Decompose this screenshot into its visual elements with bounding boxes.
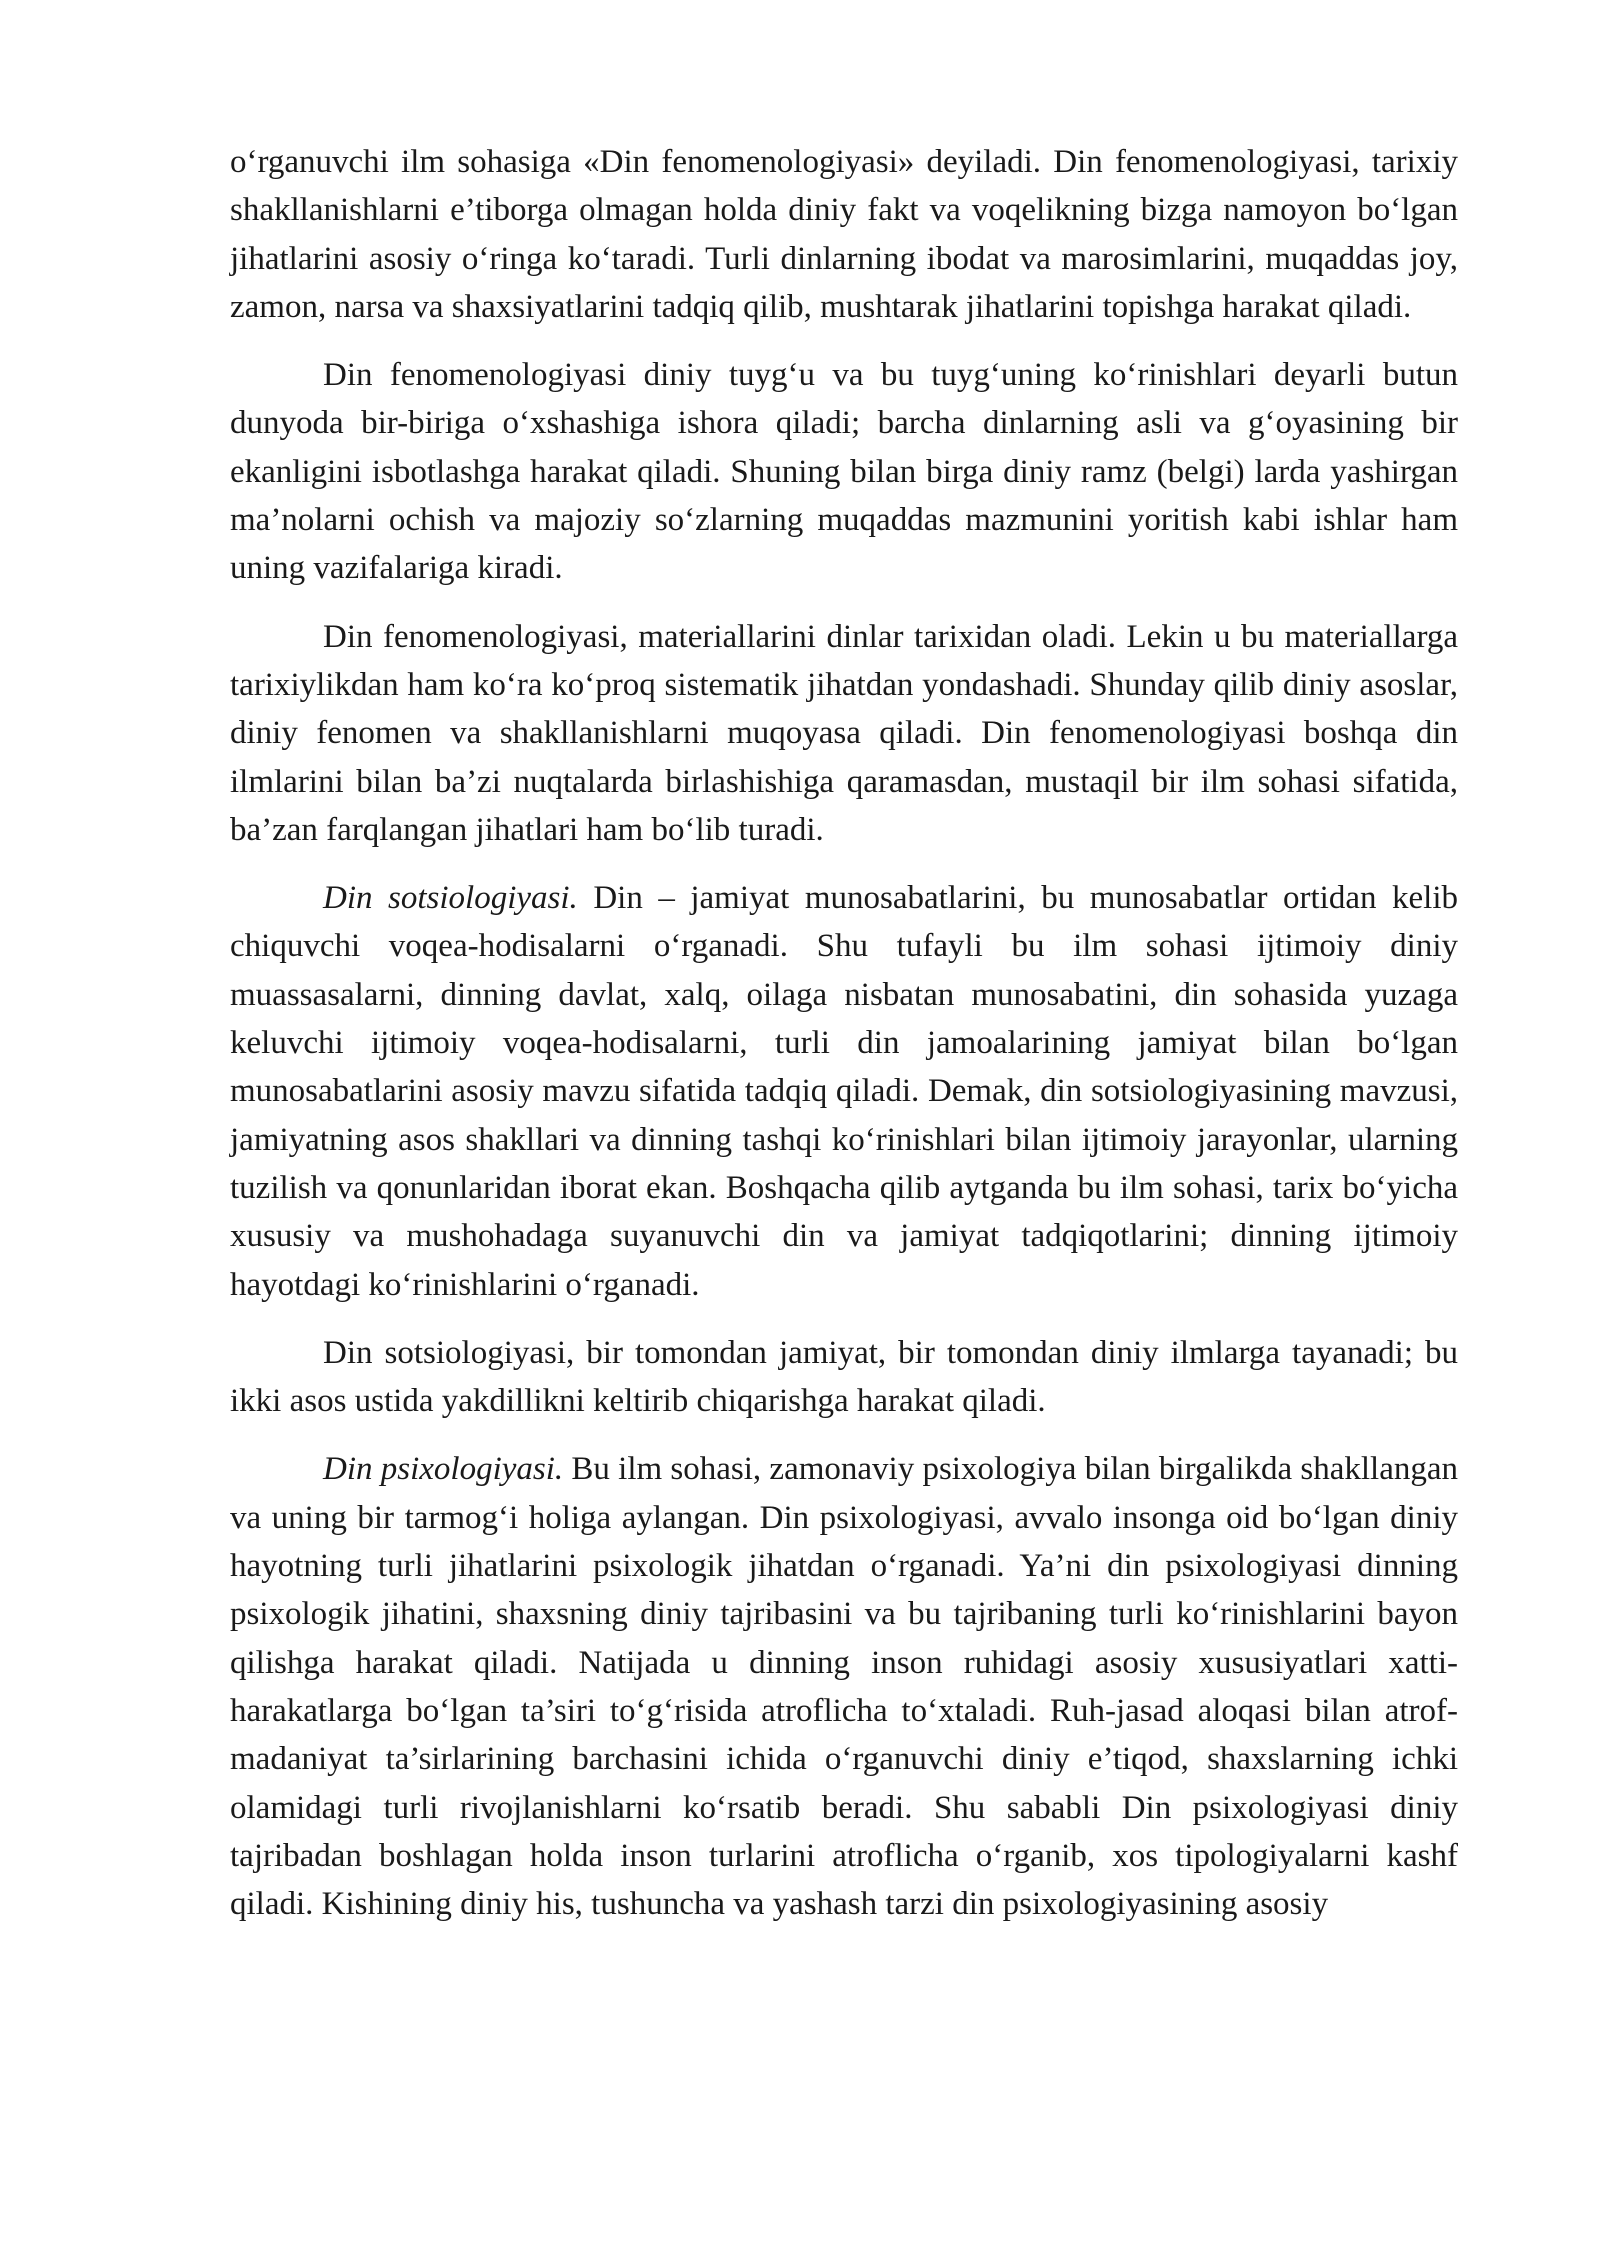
paragraph-text: Din fenomenologiyasi, materiallarini dinlar tarixidan oladi. Lekin u bu materiallarga tarixiylikdan ham ko‘ra ko‘proq sistematik jihatdan yondashadi. Shunday qilib diniy asoslar, diniy fenomen va shakllanishlarni muqoyasa qiladi. Din fenomenologiyasi boshqa din ilmlarini bilan ba’zi nuqtalarda birlashishiga qaramasdan, mustaqil bir ilm sohasi sifatida, ba’zan farqlangan jihatlari ham bo‘lib turadi.: [230, 618, 1458, 848]
paragraph-text: Din – jamiyat munosabatlarini, bu munosabatlar ortidan kelib chiquvchi voqea-hodisalarni o‘rganadi. Shu tufayli bu ilm sohasi ijtimoiy diniy muassasalarni, dinning davlat, xalq, oilaga nisbatan munosabatini, din sohasida yuzaga keluvchi ijtimoiy voqea-hodisalarni, turli din jamoalarining jamiyat bilan bo‘lgan munosabatlarini asosiy mavzu sifatida tadqiq qiladi. Demak, din sotsiologiyasining mavzusi, jamiyatning asos shakllari va dinning tashqi ko‘rinishlari bilan ijtimoiy jarayonlar, ularning tuzilish va qonunlaridan iborat ekan. Boshqacha qilib aytganda bu ilm sohasi, tarix bo‘yicha xususiy va mushohadaga suyanuvchi din va jamiyat tadqiqotlarini; dinning ijtimoiy hayotdagi ko‘rinishlarini o‘rganadi.: [230, 880, 1458, 1303]
paragraph-continuation: [230, 138, 1458, 331]
paragraph-text: o‘rganuvchi ilm sohasiga «Din fenomenologiyasi» deyiladi. Din fenomenologiyasi, tarixiy shakllanishlarni e’tiborga olmagan holda diniy fakt va voqelikning bizga namoyon bo‘lgan jihatlarini asosiy o‘ringa ko‘taradi. Turli dinlarning ibodat va marosimlarini, muqaddas joy, zamon, narsa va shaxsiyatlarini tadqiq qilib, mushtarak jihatlarini topishga harakat qiladi.: [230, 144, 1458, 325]
paragraph-fenomenologiya-materiallar: [230, 613, 1458, 854]
paragraph-din-psixologiyasi: [230, 1445, 1458, 1928]
paragraph-fenomenologiya-tuygu: [230, 351, 1458, 592]
paragraph-sotsiologiya-tayanadi: [230, 1329, 1458, 1426]
document-page: [230, 138, 1458, 1928]
paragraph-text: Din fenomenologiyasi diniy tuyg‘u va bu tuyg‘uning ko‘rinishlari deyarli butun dunyoda bir-biriga o‘xshashiga ishora qiladi; barcha dinlarning asli va g‘oyasining bir ekanligini isbotlashga harakat qiladi. Shuning bilan birga diniy ramz (belgi) larda yashirgan ma’nolarni ochish va majoziy so‘zlarning muqaddas mazmunini yoritish kabi ishlar ham uning vazifalariga kiradi.: [230, 357, 1458, 587]
paragraph-text: Din sotsiologiyasi, bir tomondan jamiyat, bir tomondan diniy ilmlarga tayanadi; bu ikki asos ustida yakdillikni keltirib chiqarishga harakat qiladi.: [230, 1334, 1458, 1420]
paragraph-text: Bu ilm sohasi, zamonaviy psixologiya bilan birgalikda shakllangan va uning bir tarmog‘i holiga aylangan. Din psixologiyasi, avvalo insonga oid bo‘lgan diniy hayotning turli jihatlarini psixologik jihatdan o‘rganadi. Ya’ni din psixologiyasi dinning psixologik jihatini, shaxsning diniy tajribasini va bu tajribaning turli ko‘rinishlarini bayon qilishga harakat qiladi. Natijada u dinning inson ruhidagi asosiy xususiyatlari xatti-harakatlarga bo‘lgan ta’siri to‘g‘risida atroflicha to‘xtaladi. Ruh-jasad aloqasi bilan atrof-madaniyat ta’sirlarining barchasini ichida o‘rganuvchi diniy e’tiqod, shaxslarning ichki olamidagi turli rivojlanishlarni ko‘rsatib beradi. Shu sababli Din psixologiyasi diniy tajribadan boshlagan holda inson turlarini atroflicha o‘rganib, xos tipologiyalarni kashf qiladi. Kishining diniy his, tushuncha va yashash tarzi din psixologiyasining asosiy: [230, 1451, 1458, 1923]
section-lead-term: Din sotsiologiyasi.: [323, 880, 578, 917]
paragraph-din-sotsiologiyasi: [230, 874, 1458, 1309]
section-lead-term: Din psixologiyasi.: [323, 1451, 564, 1488]
